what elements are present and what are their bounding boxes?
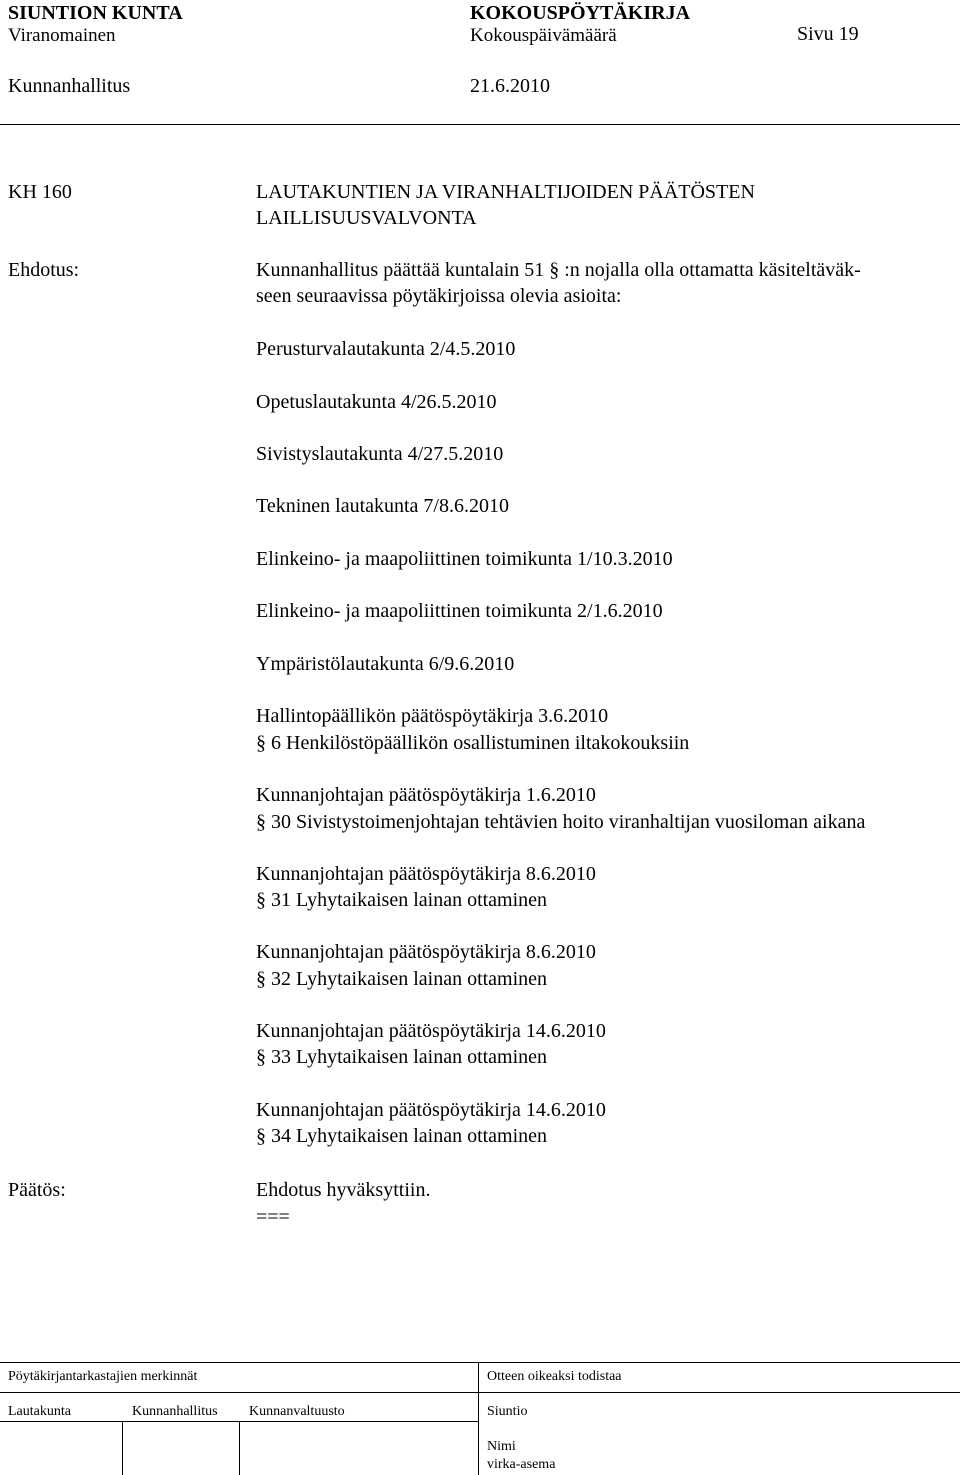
decision-record-title: Hallintopäällikön päätöspöytäkirja 3.6.2010 (256, 705, 609, 727)
footer-divider (478, 1362, 479, 1475)
header-divider (0, 124, 960, 125)
decision-record-item: § 31 Lyhytaikaisen lainan ottaminen (256, 889, 548, 911)
protocol-item: Ympäristölautakunta 6/9.6.2010 (256, 653, 515, 675)
footer-right-title: Otteen oikeaksi todistaa (487, 1369, 622, 1384)
protocol-item: Perusturvalautakunta 2/4.5.2010 (256, 338, 516, 360)
section-title-line1: LAUTAKUNTIEN JA VIRANHALTIJOIDEN PÄÄTÖSTEN (256, 181, 755, 203)
decision-record-title: Kunnanjohtajan päätöspöytäkirja 14.6.2010 (256, 1099, 606, 1121)
end-mark: === (256, 1206, 290, 1228)
footer-col-lautakunta: Lautakunta (8, 1404, 71, 1419)
decision-record-item: § 30 Sivistystoimenjohtajan tehtävien hoito viranhaltijan vuosiloman aikana (256, 811, 866, 833)
decision-record-item: § 6 Henkilöstöpäällikön osallistuminen iltakokouksiin (256, 732, 690, 754)
org-name: SIUNTION KUNTA (8, 2, 183, 24)
protocol-item: Opetuslautakunta 4/26.5.2010 (256, 391, 497, 413)
footer-top-line (0, 1362, 960, 1363)
date-label: Kokouspäivämäärä (470, 25, 617, 46)
decision-record-item: § 33 Lyhytaikaisen lainan ottaminen (256, 1046, 548, 1068)
protocol-item: Sivistyslautakunta 4/27.5.2010 (256, 443, 504, 465)
decision-record-item: § 32 Lyhytaikaisen lainan ottaminen (256, 968, 548, 990)
authority-name: Kunnanhallitus (8, 75, 131, 97)
footer-second-line (0, 1392, 960, 1393)
decision-label: Päätös: (8, 1179, 66, 1201)
proposal-text-line1: Kunnanhallitus päättää kuntalain 51 § :n nojalla olla ottamatta käsiteltäväk- (256, 259, 861, 281)
protocol-item: Elinkeino- ja maapoliittinen toimikunta 2/1.6.2010 (256, 600, 663, 622)
section-title-line2: LAILLISUUSVALVONTA (256, 207, 477, 229)
protocol-item: Tekninen lautakunta 7/8.6.2010 (256, 495, 509, 517)
protocol-item: Elinkeino- ja maapoliittinen toimikunta 1/10.3.2010 (256, 548, 673, 570)
authority-label: Viranomainen (8, 25, 116, 46)
meeting-date: 21.6.2010 (470, 75, 550, 97)
decision-record-title: Kunnanjohtajan päätöspöytäkirja 14.6.2010 (256, 1020, 606, 1042)
doc-type: KOKOUSPÖYTÄKIRJA (470, 2, 691, 24)
decision-record-title: Kunnanjohtajan päätöspöytäkirja 8.6.2010 (256, 941, 596, 963)
proposal-text-line2: seen seuraavissa pöytäkirjoissa olevia asioita: (256, 285, 622, 307)
footer-col-divider (122, 1421, 123, 1475)
footer-col-kunnanvaltuusto: Kunnanvaltuusto (249, 1404, 345, 1419)
footer-left-title: Pöytäkirjantarkastajien merkinnät (8, 1369, 198, 1384)
proposal-label: Ehdotus: (8, 259, 80, 281)
footer-name-label: Nimi (487, 1439, 516, 1454)
decision-record-item: § 34 Lyhytaikaisen lainan ottaminen (256, 1125, 548, 1147)
page-number: Sivu 19 (797, 23, 859, 45)
decision-record-title: Kunnanjohtajan päätöspöytäkirja 1.6.2010 (256, 784, 596, 806)
footer-position-label: virka-asema (487, 1457, 556, 1472)
section-number: KH 160 (8, 181, 72, 203)
decision-record-title: Kunnanjohtajan päätöspöytäkirja 8.6.2010 (256, 863, 596, 885)
footer-place: Siuntio (487, 1404, 528, 1419)
footer-col-kunnanhallitus: Kunnanhallitus (132, 1404, 218, 1419)
footer-col-divider (239, 1421, 240, 1475)
decision-text: Ehdotus hyväksyttiin. (256, 1179, 431, 1201)
